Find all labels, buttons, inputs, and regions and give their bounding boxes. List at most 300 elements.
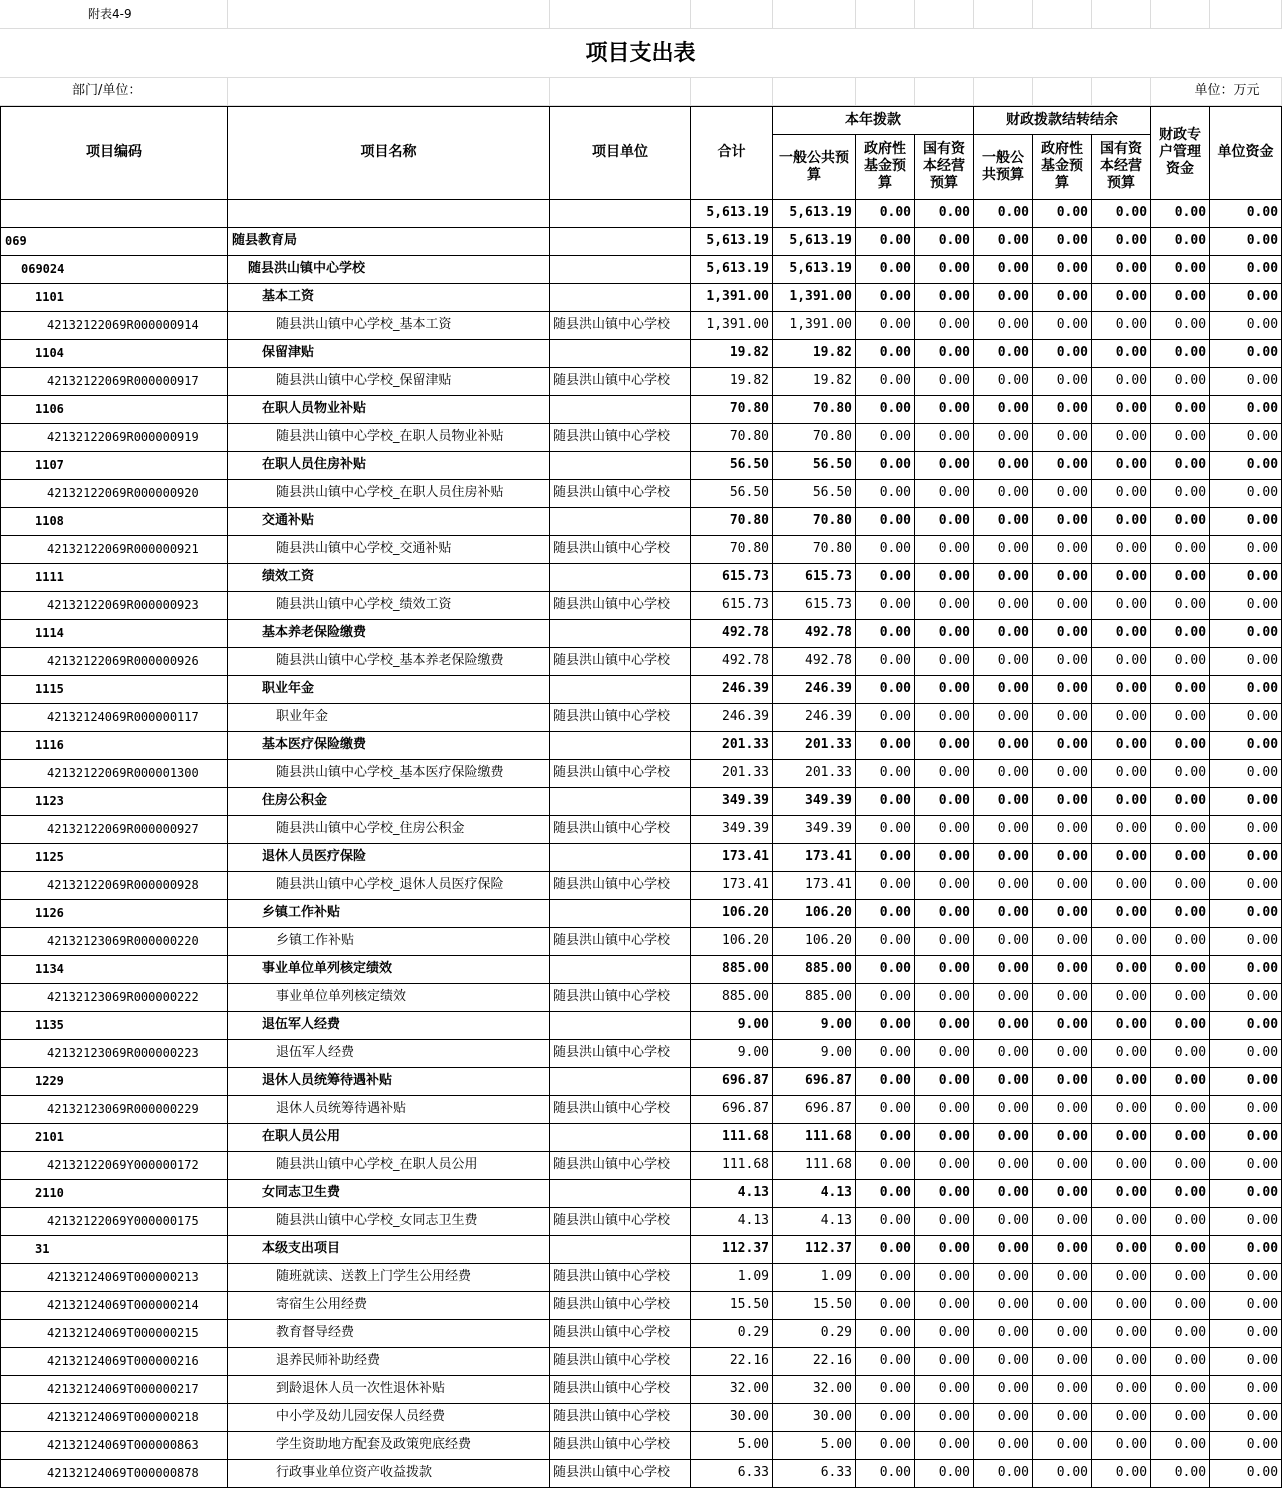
cell-zero-value: 0.00 xyxy=(915,479,974,507)
cell-zero-value: 0.00 xyxy=(1033,311,1092,339)
cell-zero-value: 0.00 xyxy=(856,1039,915,1067)
cell-zero-value: 0.00 xyxy=(915,675,974,703)
cell-zero-value: 0.00 xyxy=(1210,983,1282,1011)
header-co-gov-fund: 政府性基金预算 xyxy=(1033,134,1092,199)
cell-zero-value: 0.00 xyxy=(974,1011,1033,1039)
cell-project-code: 1116 xyxy=(1,731,228,759)
cell-project-code xyxy=(1,199,228,227)
table-row xyxy=(1,423,1282,451)
cell-zero-value: 0.00 xyxy=(1210,367,1282,395)
cell-general-budget: 106.20 xyxy=(773,927,856,955)
cell-project-code: 069024 xyxy=(1,255,228,283)
cell-zero-value: 0.00 xyxy=(915,647,974,675)
cell-zero-value: 0.00 xyxy=(1033,1459,1092,1487)
cell-zero-value: 0.00 xyxy=(1210,871,1282,899)
cell-project-name: 随县洪山镇中心学校_基本工资 xyxy=(228,311,550,339)
cell-zero-value: 0.00 xyxy=(974,1375,1033,1403)
cell-total: 9.00 xyxy=(691,1039,773,1067)
cell-zero-value: 0.00 xyxy=(1092,199,1151,227)
cell-zero-value: 0.00 xyxy=(974,563,1033,591)
cell-general-budget: 30.00 xyxy=(773,1403,856,1431)
cell-zero-value: 0.00 xyxy=(1210,339,1282,367)
cell-zero-value: 0.00 xyxy=(1033,199,1092,227)
cell-zero-value: 0.00 xyxy=(974,1179,1033,1207)
cell-zero-value: 0.00 xyxy=(856,1263,915,1291)
cell-zero-value: 0.00 xyxy=(1033,227,1092,255)
cell-project-name: 到龄退休人员一次性退休补贴 xyxy=(228,1375,550,1403)
cell-project-code: 42132124069T000000217 xyxy=(1,1375,228,1403)
cell-general-budget: 106.20 xyxy=(773,899,856,927)
cell-project-unit: 随县洪山镇中心学校 xyxy=(550,815,691,843)
cell-zero-value: 0.00 xyxy=(1210,1235,1282,1263)
cell-project-code: 42132122069R000000923 xyxy=(1,591,228,619)
cell-project-unit: 随县洪山镇中心学校 xyxy=(550,1347,691,1375)
cell-zero-value: 0.00 xyxy=(1151,731,1210,759)
cell-project-code: 42132123069R000000223 xyxy=(1,1039,228,1067)
cell-zero-value: 0.00 xyxy=(1033,1039,1092,1067)
cell-project-name: 随县洪山镇中心学校_在职人员物业补贴 xyxy=(228,423,550,451)
cell-zero-value: 0.00 xyxy=(1033,731,1092,759)
cell-general-budget: 696.87 xyxy=(773,1095,856,1123)
cell-zero-value: 0.00 xyxy=(1151,1039,1210,1067)
table-row xyxy=(1,983,1282,1011)
table-row xyxy=(1,619,1282,647)
cell-project-code: 42132122069R000000921 xyxy=(1,535,228,563)
cell-general-budget: 15.50 xyxy=(773,1291,856,1319)
cell-project-unit: 随县洪山镇中心学校 xyxy=(550,703,691,731)
table-row xyxy=(1,479,1282,507)
cell-general-budget: 885.00 xyxy=(773,955,856,983)
cell-zero-value: 0.00 xyxy=(974,283,1033,311)
cell-zero-value: 0.00 xyxy=(1151,1067,1210,1095)
cell-project-unit xyxy=(550,339,691,367)
cell-zero-value: 0.00 xyxy=(1210,311,1282,339)
cell-zero-value: 0.00 xyxy=(1092,1235,1151,1263)
cell-total: 106.20 xyxy=(691,927,773,955)
cell-project-name xyxy=(228,199,550,227)
cell-project-name: 退休人员医疗保险 xyxy=(228,843,550,871)
table-row xyxy=(1,367,1282,395)
cell-zero-value: 0.00 xyxy=(856,591,915,619)
cell-zero-value: 0.00 xyxy=(1151,1347,1210,1375)
cell-zero-value: 0.00 xyxy=(1033,395,1092,423)
header-state-capital: 国有资本经营预算 xyxy=(915,134,974,199)
cell-zero-value: 0.00 xyxy=(1151,479,1210,507)
cell-general-budget: 5,613.19 xyxy=(773,199,856,227)
cell-project-unit xyxy=(550,1123,691,1151)
cell-total: 696.87 xyxy=(691,1067,773,1095)
cell-zero-value: 0.00 xyxy=(1092,1207,1151,1235)
cell-zero-value: 0.00 xyxy=(1033,479,1092,507)
cell-zero-value: 0.00 xyxy=(856,535,915,563)
cell-project-code: 1111 xyxy=(1,563,228,591)
cell-zero-value: 0.00 xyxy=(1210,815,1282,843)
cell-general-budget: 56.50 xyxy=(773,451,856,479)
cell-zero-value: 0.00 xyxy=(856,955,915,983)
cell-zero-value: 0.00 xyxy=(856,787,915,815)
cell-zero-value: 0.00 xyxy=(1210,1375,1282,1403)
cell-project-code: 42132124069T000000213 xyxy=(1,1263,228,1291)
cell-project-name: 行政事业单位资产收益拨款 xyxy=(228,1459,550,1487)
cell-zero-value: 0.00 xyxy=(1151,283,1210,311)
cell-zero-value: 0.00 xyxy=(1151,927,1210,955)
header-special-fund: 财政专户管理资金 xyxy=(1151,106,1210,199)
cell-zero-value: 0.00 xyxy=(1033,339,1092,367)
cell-project-unit: 随县洪山镇中心学校 xyxy=(550,1431,691,1459)
cell-project-name: 随县洪山镇中心学校_绩效工资 xyxy=(228,591,550,619)
cell-zero-value: 0.00 xyxy=(915,1207,974,1235)
cell-zero-value: 0.00 xyxy=(856,1319,915,1347)
cell-project-unit xyxy=(550,395,691,423)
cell-zero-value: 0.00 xyxy=(1151,619,1210,647)
cell-general-budget: 492.78 xyxy=(773,619,856,647)
cell-project-code: 42132122069R000001300 xyxy=(1,759,228,787)
cell-zero-value: 0.00 xyxy=(915,535,974,563)
table-row xyxy=(1,1235,1282,1263)
cell-project-name: 学生资助地方配套及政策兜底经费 xyxy=(228,1431,550,1459)
table-row xyxy=(1,507,1282,535)
cell-project-unit: 随县洪山镇中心学校 xyxy=(550,1207,691,1235)
cell-zero-value: 0.00 xyxy=(915,703,974,731)
cell-zero-value: 0.00 xyxy=(1092,1375,1151,1403)
cell-zero-value: 0.00 xyxy=(915,1347,974,1375)
cell-general-budget: 70.80 xyxy=(773,395,856,423)
cell-zero-value: 0.00 xyxy=(1033,1179,1092,1207)
cell-zero-value: 0.00 xyxy=(915,1179,974,1207)
header-co-state-capital: 国有资本经营预算 xyxy=(1092,134,1151,199)
header-unit: 项目单位 xyxy=(550,106,691,199)
cell-zero-value: 0.00 xyxy=(974,479,1033,507)
cell-project-name: 随县洪山镇中心学校 xyxy=(228,255,550,283)
cell-project-unit: 随县洪山镇中心学校 xyxy=(550,367,691,395)
cell-zero-value: 0.00 xyxy=(915,1095,974,1123)
cell-zero-value: 0.00 xyxy=(1151,703,1210,731)
cell-project-code: 42132122069Y000000175 xyxy=(1,1207,228,1235)
cell-zero-value: 0.00 xyxy=(856,1347,915,1375)
table-row xyxy=(1,899,1282,927)
cell-project-code: 1106 xyxy=(1,395,228,423)
cell-zero-value: 0.00 xyxy=(1210,675,1282,703)
cell-project-name: 寄宿生公用经费 xyxy=(228,1291,550,1319)
cell-general-budget: 0.29 xyxy=(773,1319,856,1347)
cell-zero-value: 0.00 xyxy=(915,255,974,283)
cell-zero-value: 0.00 xyxy=(915,787,974,815)
cell-project-unit xyxy=(550,1011,691,1039)
cell-project-code: 1134 xyxy=(1,955,228,983)
cell-project-code: 42132124069T000000878 xyxy=(1,1459,228,1487)
dept-label: 部门/单位： xyxy=(0,77,227,105)
cell-zero-value: 0.00 xyxy=(1092,1319,1151,1347)
cell-project-unit xyxy=(550,283,691,311)
cell-zero-value: 0.00 xyxy=(1210,1347,1282,1375)
cell-zero-value: 0.00 xyxy=(1210,899,1282,927)
cell-zero-value: 0.00 xyxy=(915,1011,974,1039)
cell-general-budget: 201.33 xyxy=(773,731,856,759)
table-row xyxy=(1,1011,1282,1039)
cell-project-unit xyxy=(550,1179,691,1207)
cell-zero-value: 0.00 xyxy=(1033,927,1092,955)
cell-project-name: 随班就读、送教上门学生公用经费 xyxy=(228,1263,550,1291)
cell-zero-value: 0.00 xyxy=(1151,563,1210,591)
cell-zero-value: 0.00 xyxy=(1210,1291,1282,1319)
cell-zero-value: 0.00 xyxy=(915,339,974,367)
cell-zero-value: 0.00 xyxy=(1092,311,1151,339)
cell-zero-value: 0.00 xyxy=(1210,451,1282,479)
cell-zero-value: 0.00 xyxy=(1033,367,1092,395)
cell-zero-value: 0.00 xyxy=(856,815,915,843)
cell-zero-value: 0.00 xyxy=(1092,927,1151,955)
cell-project-name: 乡镇工作补贴 xyxy=(228,927,550,955)
cell-zero-value: 0.00 xyxy=(856,563,915,591)
cell-project-name: 随县洪山镇中心学校_住房公积金 xyxy=(228,815,550,843)
cell-project-code: 1101 xyxy=(1,283,228,311)
table-row xyxy=(1,339,1282,367)
cell-zero-value: 0.00 xyxy=(1151,871,1210,899)
cell-zero-value: 0.00 xyxy=(1210,591,1282,619)
cell-total: 1.09 xyxy=(691,1263,773,1291)
cell-zero-value: 0.00 xyxy=(974,1291,1033,1319)
cell-zero-value: 0.00 xyxy=(1210,1151,1282,1179)
table-row xyxy=(1,283,1282,311)
cell-total: 70.80 xyxy=(691,395,773,423)
cell-zero-value: 0.00 xyxy=(1151,1319,1210,1347)
cell-zero-value: 0.00 xyxy=(1151,395,1210,423)
cell-zero-value: 0.00 xyxy=(974,731,1033,759)
cell-zero-value: 0.00 xyxy=(915,955,974,983)
cell-zero-value: 0.00 xyxy=(1092,395,1151,423)
cell-total: 70.80 xyxy=(691,507,773,535)
cell-project-code: 31 xyxy=(1,1235,228,1263)
cell-total: 615.73 xyxy=(691,563,773,591)
cell-zero-value: 0.00 xyxy=(1210,1459,1282,1487)
cell-zero-value: 0.00 xyxy=(856,507,915,535)
table-row xyxy=(1,1319,1282,1347)
cell-zero-value: 0.00 xyxy=(974,899,1033,927)
cell-zero-value: 0.00 xyxy=(1092,255,1151,283)
cell-project-name: 绩效工资 xyxy=(228,563,550,591)
cell-total: 15.50 xyxy=(691,1291,773,1319)
cell-general-budget: 5,613.19 xyxy=(773,255,856,283)
cell-project-name: 退伍军人经费 xyxy=(228,1011,550,1039)
page-title: 项目支出表 xyxy=(0,28,1281,77)
cell-zero-value: 0.00 xyxy=(915,1151,974,1179)
header-name: 项目名称 xyxy=(228,106,550,199)
cell-general-budget: 5.00 xyxy=(773,1431,856,1459)
cell-zero-value: 0.00 xyxy=(1033,619,1092,647)
cell-zero-value: 0.00 xyxy=(1151,1095,1210,1123)
cell-zero-value: 0.00 xyxy=(856,1403,915,1431)
cell-zero-value: 0.00 xyxy=(974,647,1033,675)
cell-zero-value: 0.00 xyxy=(1033,1375,1092,1403)
cell-zero-value: 0.00 xyxy=(1151,675,1210,703)
cell-zero-value: 0.00 xyxy=(974,675,1033,703)
cell-zero-value: 0.00 xyxy=(974,871,1033,899)
table-row xyxy=(1,1179,1282,1207)
table-row xyxy=(1,227,1282,255)
cell-zero-value: 0.00 xyxy=(915,983,974,1011)
cell-zero-value: 0.00 xyxy=(1151,983,1210,1011)
table-row xyxy=(1,1431,1282,1459)
cell-zero-value: 0.00 xyxy=(915,423,974,451)
cell-zero-value: 0.00 xyxy=(1151,1263,1210,1291)
cell-zero-value: 0.00 xyxy=(1210,1011,1282,1039)
cell-zero-value: 0.00 xyxy=(1092,759,1151,787)
cell-project-code: 1114 xyxy=(1,619,228,647)
cell-project-unit xyxy=(550,1235,691,1263)
table-row xyxy=(1,1459,1282,1487)
cell-zero-value: 0.00 xyxy=(1151,227,1210,255)
cell-general-budget: 349.39 xyxy=(773,815,856,843)
table-row xyxy=(1,787,1282,815)
cell-total: 1,391.00 xyxy=(691,283,773,311)
cell-zero-value: 0.00 xyxy=(856,479,915,507)
cell-zero-value: 0.00 xyxy=(1092,283,1151,311)
cell-zero-value: 0.00 xyxy=(1151,507,1210,535)
cell-zero-value: 0.00 xyxy=(974,1403,1033,1431)
cell-general-budget: 1.09 xyxy=(773,1263,856,1291)
cell-project-unit: 随县洪山镇中心学校 xyxy=(550,1319,691,1347)
cell-zero-value: 0.00 xyxy=(1151,899,1210,927)
cell-project-unit: 随县洪山镇中心学校 xyxy=(550,591,691,619)
cell-zero-value: 0.00 xyxy=(1151,1011,1210,1039)
cell-zero-value: 0.00 xyxy=(1092,1431,1151,1459)
cell-project-unit: 随县洪山镇中心学校 xyxy=(550,1291,691,1319)
cell-zero-value: 0.00 xyxy=(856,451,915,479)
cell-project-unit xyxy=(550,619,691,647)
cell-project-unit xyxy=(550,507,691,535)
cell-project-code: 1108 xyxy=(1,507,228,535)
cell-zero-value: 0.00 xyxy=(1092,675,1151,703)
cell-zero-value: 0.00 xyxy=(1210,227,1282,255)
cell-zero-value: 0.00 xyxy=(856,647,915,675)
cell-zero-value: 0.00 xyxy=(1033,451,1092,479)
cell-zero-value: 0.00 xyxy=(915,871,974,899)
cell-project-code: 42132124069T000000863 xyxy=(1,1431,228,1459)
cell-project-name: 随县教育局 xyxy=(228,227,550,255)
cell-total: 6.33 xyxy=(691,1459,773,1487)
cell-zero-value: 0.00 xyxy=(974,591,1033,619)
table-row xyxy=(1,1403,1282,1431)
cell-project-code: 1126 xyxy=(1,899,228,927)
cell-zero-value: 0.00 xyxy=(1033,1431,1092,1459)
cell-zero-value: 0.00 xyxy=(1033,1207,1092,1235)
cell-project-name: 职业年金 xyxy=(228,703,550,731)
cell-zero-value: 0.00 xyxy=(856,227,915,255)
table-row xyxy=(1,759,1282,787)
cell-zero-value: 0.00 xyxy=(915,563,974,591)
cell-project-code: 1135 xyxy=(1,1011,228,1039)
cell-zero-value: 0.00 xyxy=(1210,927,1282,955)
table-row xyxy=(1,955,1282,983)
table-row xyxy=(1,1151,1282,1179)
cell-zero-value: 0.00 xyxy=(1210,731,1282,759)
cell-project-name: 保留津贴 xyxy=(228,339,550,367)
cell-zero-value: 0.00 xyxy=(974,703,1033,731)
cell-zero-value: 0.00 xyxy=(856,1123,915,1151)
cell-zero-value: 0.00 xyxy=(1033,423,1092,451)
cell-zero-value: 0.00 xyxy=(1033,1291,1092,1319)
cell-general-budget: 19.82 xyxy=(773,367,856,395)
cell-project-name: 事业单位单列核定绩效 xyxy=(228,983,550,1011)
table-row xyxy=(1,1263,1282,1291)
table-row xyxy=(1,703,1282,731)
cell-zero-value: 0.00 xyxy=(1033,1095,1092,1123)
cell-total: 112.37 xyxy=(691,1235,773,1263)
cell-zero-value: 0.00 xyxy=(1210,507,1282,535)
cell-zero-value: 0.00 xyxy=(856,1011,915,1039)
cell-zero-value: 0.00 xyxy=(1151,423,1210,451)
cell-zero-value: 0.00 xyxy=(1210,787,1282,815)
table-row xyxy=(1,1123,1282,1151)
cell-zero-value: 0.00 xyxy=(1151,1291,1210,1319)
table-row xyxy=(1,1067,1282,1095)
cell-project-code: 1115 xyxy=(1,675,228,703)
cell-zero-value: 0.00 xyxy=(856,1151,915,1179)
cell-total: 32.00 xyxy=(691,1375,773,1403)
cell-zero-value: 0.00 xyxy=(856,1375,915,1403)
cell-project-name: 随县洪山镇中心学校_基本医疗保险缴费 xyxy=(228,759,550,787)
cell-zero-value: 0.00 xyxy=(974,227,1033,255)
cell-project-code: 42132124069T000000218 xyxy=(1,1403,228,1431)
cell-project-code: 42132122069R000000919 xyxy=(1,423,228,451)
cell-total: 4.13 xyxy=(691,1207,773,1235)
cell-zero-value: 0.00 xyxy=(915,899,974,927)
table-row xyxy=(1,1375,1282,1403)
table-body xyxy=(1,199,1282,1487)
cell-zero-value: 0.00 xyxy=(974,619,1033,647)
table-row xyxy=(1,535,1282,563)
cell-zero-value: 0.00 xyxy=(1151,815,1210,843)
table-row xyxy=(1,647,1282,675)
table-row xyxy=(1,591,1282,619)
cell-zero-value: 0.00 xyxy=(915,1235,974,1263)
cell-project-code: 1107 xyxy=(1,451,228,479)
cell-general-budget: 19.82 xyxy=(773,339,856,367)
cell-project-name: 本级支出项目 xyxy=(228,1235,550,1263)
cell-zero-value: 0.00 xyxy=(1210,1207,1282,1235)
cell-general-budget: 885.00 xyxy=(773,983,856,1011)
cell-zero-value: 0.00 xyxy=(856,1431,915,1459)
cell-project-name: 职业年金 xyxy=(228,675,550,703)
cell-project-code: 1123 xyxy=(1,787,228,815)
cell-zero-value: 0.00 xyxy=(1210,759,1282,787)
cell-zero-value: 0.00 xyxy=(974,1039,1033,1067)
cell-zero-value: 0.00 xyxy=(974,395,1033,423)
cell-total: 696.87 xyxy=(691,1095,773,1123)
cell-zero-value: 0.00 xyxy=(1151,647,1210,675)
cell-zero-value: 0.00 xyxy=(856,843,915,871)
cell-zero-value: 0.00 xyxy=(1092,367,1151,395)
cell-general-budget: 349.39 xyxy=(773,787,856,815)
cell-general-budget: 111.68 xyxy=(773,1123,856,1151)
table-row xyxy=(1,843,1282,871)
cell-zero-value: 0.00 xyxy=(915,619,974,647)
cell-zero-value: 0.00 xyxy=(1151,591,1210,619)
cell-general-budget: 112.37 xyxy=(773,1235,856,1263)
cell-project-name: 退伍军人经费 xyxy=(228,1039,550,1067)
cell-zero-value: 0.00 xyxy=(974,1123,1033,1151)
cell-zero-value: 0.00 xyxy=(974,1067,1033,1095)
table-row xyxy=(1,871,1282,899)
cell-zero-value: 0.00 xyxy=(1151,1235,1210,1263)
cell-zero-value: 0.00 xyxy=(1092,1291,1151,1319)
cell-project-unit xyxy=(550,451,691,479)
cell-project-unit: 随县洪山镇中心学校 xyxy=(550,927,691,955)
cell-zero-value: 0.00 xyxy=(915,815,974,843)
cell-zero-value: 0.00 xyxy=(1151,339,1210,367)
cell-zero-value: 0.00 xyxy=(1033,591,1092,619)
cell-total: 5.00 xyxy=(691,1431,773,1459)
